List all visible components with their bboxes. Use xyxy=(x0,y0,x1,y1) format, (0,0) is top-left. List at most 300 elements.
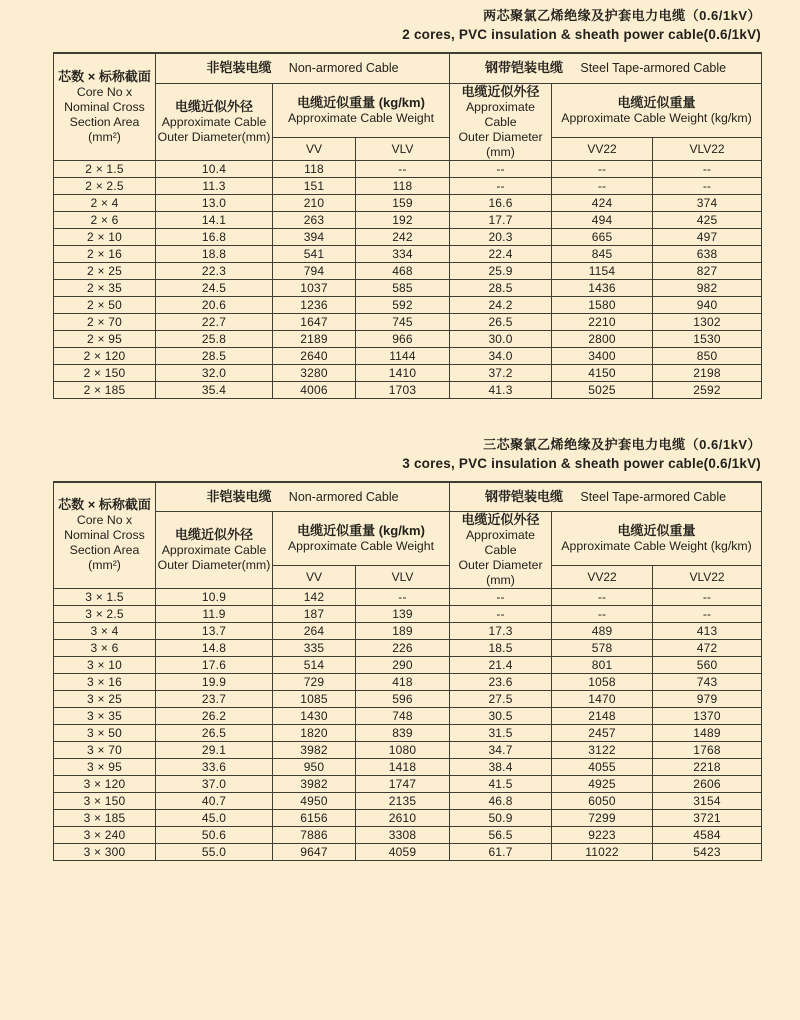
header-ar-diameter-en1: Approximate Cable xyxy=(465,528,536,557)
value-cell: 31.5 xyxy=(450,725,552,742)
table-body xyxy=(54,589,762,861)
table-row xyxy=(54,364,762,381)
value-cell: 982 xyxy=(653,279,762,296)
cable-section-2core xyxy=(0,0,800,399)
header-non-armored-en: Non-armored Cable xyxy=(288,61,399,76)
row-label-cell: 2 × 2.5 xyxy=(54,177,156,194)
header-na-diameter-en1: Approximate Cable xyxy=(161,543,267,557)
value-cell: 1489 xyxy=(653,725,762,742)
header-na-diameter-zh: 电缆近似外径 xyxy=(174,98,253,114)
value-cell: 2640 xyxy=(273,347,356,364)
value-cell: 950 xyxy=(273,759,356,776)
value-cell: -- xyxy=(653,606,762,623)
value-cell: -- xyxy=(450,177,552,194)
table-row xyxy=(54,606,762,623)
value-cell: 1747 xyxy=(356,776,450,793)
table-row xyxy=(54,793,762,810)
value-cell: 46.8 xyxy=(450,793,552,810)
value-cell: 9647 xyxy=(273,844,356,861)
value-cell: 34.7 xyxy=(450,742,552,759)
table-row xyxy=(54,708,762,725)
value-cell: 142 xyxy=(273,589,356,606)
header-core-area-en1: Core No x xyxy=(76,84,133,99)
header-na-diameter xyxy=(156,512,273,589)
row-label-cell: 2 × 1.5 xyxy=(54,160,156,177)
value-cell: 2606 xyxy=(653,776,762,793)
value-cell: 489 xyxy=(552,623,653,640)
row-label-cell: 2 × 185 xyxy=(54,381,156,398)
value-cell: 3154 xyxy=(653,793,762,810)
cable-spec-table-3core xyxy=(53,481,762,862)
header-na-weight-zh: 电缆近似重量 (kg/km) xyxy=(297,523,425,539)
value-cell: 242 xyxy=(356,228,450,245)
value-cell: 845 xyxy=(552,245,653,262)
row-label-cell: 2 × 150 xyxy=(54,364,156,381)
header-armored-zh: 钢带铠装电缆 xyxy=(485,60,564,76)
header-na-weight-en: Approximate Cable Weight xyxy=(287,539,435,554)
value-cell: 425 xyxy=(653,211,762,228)
row-label-cell: 2 × 4 xyxy=(54,194,156,211)
row-label-cell: 2 × 35 xyxy=(54,279,156,296)
value-cell: 665 xyxy=(552,228,653,245)
row-label-cell: 3 × 1.5 xyxy=(54,589,156,606)
value-cell: 28.5 xyxy=(450,279,552,296)
table-row xyxy=(54,347,762,364)
value-cell: 18.8 xyxy=(156,245,273,262)
row-label-cell: 3 × 70 xyxy=(54,742,156,759)
value-cell: 494 xyxy=(552,211,653,228)
value-cell: 27.5 xyxy=(450,691,552,708)
section-title-en: 2 cores, PVC insulation & sheath power cable(0.6/1kV) xyxy=(402,27,761,42)
header-core-area-zh: 芯数 × 标称截面 xyxy=(58,497,151,513)
value-cell: 334 xyxy=(356,245,450,262)
table-row xyxy=(54,194,762,211)
value-cell: 3308 xyxy=(356,827,450,844)
header-ar-weight-zh: 电缆近似重量 xyxy=(617,94,696,110)
table-row xyxy=(54,827,762,844)
row-label-cell: 3 × 185 xyxy=(54,810,156,827)
value-cell: 2198 xyxy=(653,364,762,381)
value-cell: 210 xyxy=(273,194,356,211)
value-cell: 18.5 xyxy=(450,640,552,657)
value-cell: 26.5 xyxy=(450,313,552,330)
value-cell: -- xyxy=(552,160,653,177)
header-na-diameter-zh: 电缆近似外径 xyxy=(174,527,253,542)
value-cell: 560 xyxy=(653,657,762,674)
table-row xyxy=(54,279,762,296)
value-cell: 151 xyxy=(273,177,356,194)
value-cell: 226 xyxy=(356,640,450,657)
value-cell: 25.9 xyxy=(450,262,552,279)
header-col-vv: VV xyxy=(273,566,356,589)
header-na-weight xyxy=(273,512,450,566)
row-label-cell: 3 × 16 xyxy=(54,674,156,691)
table-header xyxy=(54,482,762,589)
value-cell: 1302 xyxy=(653,313,762,330)
value-cell: 335 xyxy=(273,640,356,657)
value-cell: 801 xyxy=(552,657,653,674)
value-cell: 28.5 xyxy=(156,347,273,364)
table-row xyxy=(54,296,762,313)
value-cell: 37.2 xyxy=(450,364,552,381)
value-cell: 189 xyxy=(356,623,450,640)
header-na-diameter-en2: Outer Diameter(mm) xyxy=(157,129,271,144)
header-group-armored xyxy=(450,53,762,83)
header-na-diameter xyxy=(156,83,273,160)
value-cell: 2135 xyxy=(356,793,450,810)
value-cell: 596 xyxy=(356,691,450,708)
value-cell: 1058 xyxy=(552,674,653,691)
header-ar-diameter-en2: Outer Diameter xyxy=(458,558,543,572)
table-row xyxy=(54,776,762,793)
value-cell: 33.6 xyxy=(156,759,273,776)
value-cell: 37.0 xyxy=(156,776,273,793)
value-cell: 19.9 xyxy=(156,674,273,691)
value-cell: 50.6 xyxy=(156,827,273,844)
row-label-cell: 3 × 25 xyxy=(54,691,156,708)
table-row xyxy=(54,725,762,742)
value-cell: 264 xyxy=(273,623,356,640)
header-ar-diameter-zh: 电缆近似外径 xyxy=(461,83,540,99)
value-cell: 7886 xyxy=(273,827,356,844)
value-cell: 3982 xyxy=(273,776,356,793)
value-cell: 50.9 xyxy=(450,810,552,827)
value-cell: 4059 xyxy=(356,844,450,861)
value-cell: -- xyxy=(450,606,552,623)
value-cell: 413 xyxy=(653,623,762,640)
section-titles xyxy=(0,0,761,52)
value-cell: 745 xyxy=(356,313,450,330)
value-cell: 4584 xyxy=(653,827,762,844)
value-cell: 21.4 xyxy=(450,657,552,674)
header-non-armored-en: Non-armored Cable xyxy=(288,489,399,504)
value-cell: 497 xyxy=(653,228,762,245)
value-cell: -- xyxy=(450,589,552,606)
header-armored-en: Steel Tape-armored Cable xyxy=(580,489,727,504)
row-label-cell: 2 × 6 xyxy=(54,211,156,228)
header-core-area-en2: Nominal Cross xyxy=(64,99,145,114)
value-cell: 468 xyxy=(356,262,450,279)
value-cell: 187 xyxy=(273,606,356,623)
value-cell: 1768 xyxy=(653,742,762,759)
row-label-cell: 3 × 240 xyxy=(54,827,156,844)
header-ar-weight-zh: 电缆近似重量 xyxy=(617,523,696,539)
value-cell: 4006 xyxy=(273,381,356,398)
header-ar-weight xyxy=(552,512,762,566)
header-na-weight-en: Approximate Cable Weight xyxy=(287,110,435,125)
table-header xyxy=(54,53,762,160)
value-cell: 3122 xyxy=(552,742,653,759)
value-cell: 290 xyxy=(356,657,450,674)
value-cell: 56.5 xyxy=(450,827,552,844)
value-cell: 1647 xyxy=(273,313,356,330)
header-ar-diameter-en1: Approximate Cable xyxy=(465,99,536,129)
header-group-non-armored xyxy=(156,482,450,512)
value-cell: 1418 xyxy=(356,759,450,776)
header-ar-diameter-en3: (mm) xyxy=(486,144,515,159)
table-body xyxy=(54,160,762,398)
header-na-weight-zh: 电缆近似重量 (kg/km) xyxy=(297,94,425,110)
table-row xyxy=(54,211,762,228)
value-cell: 1085 xyxy=(273,691,356,708)
value-cell: 55.0 xyxy=(156,844,273,861)
row-label-cell: 2 × 10 xyxy=(54,228,156,245)
value-cell: -- xyxy=(552,589,653,606)
value-cell: 472 xyxy=(653,640,762,657)
value-cell: 17.6 xyxy=(156,657,273,674)
value-cell: 23.7 xyxy=(156,691,273,708)
value-cell: 1430 xyxy=(273,708,356,725)
header-col-vlv22: VLV22 xyxy=(653,137,762,160)
value-cell: 514 xyxy=(273,657,356,674)
header-core-area-en1: Core No x xyxy=(76,513,133,528)
row-label-cell: 3 × 150 xyxy=(54,793,156,810)
value-cell: 541 xyxy=(273,245,356,262)
value-cell: 3982 xyxy=(273,742,356,759)
value-cell: 394 xyxy=(273,228,356,245)
value-cell: 17.3 xyxy=(450,623,552,640)
row-label-cell: 3 × 6 xyxy=(54,640,156,657)
value-cell: 159 xyxy=(356,194,450,211)
row-label-cell: 2 × 25 xyxy=(54,262,156,279)
value-cell: 1580 xyxy=(552,296,653,313)
table-row xyxy=(54,657,762,674)
value-cell: 13.7 xyxy=(156,623,273,640)
value-cell: 14.1 xyxy=(156,211,273,228)
header-core-area-en3: Section Area xyxy=(69,543,140,558)
value-cell: 118 xyxy=(273,160,356,177)
value-cell: 25.8 xyxy=(156,330,273,347)
row-label-cell: 3 × 120 xyxy=(54,776,156,793)
value-cell: 2592 xyxy=(653,381,762,398)
value-cell: 17.7 xyxy=(450,211,552,228)
header-core-area-en3: Section Area xyxy=(69,114,140,129)
value-cell: 424 xyxy=(552,194,653,211)
value-cell: 23.6 xyxy=(450,674,552,691)
table-row xyxy=(54,381,762,398)
value-cell: 24.2 xyxy=(450,296,552,313)
header-ar-diameter-en3: (mm) xyxy=(486,573,515,587)
value-cell: 940 xyxy=(653,296,762,313)
table-row xyxy=(54,262,762,279)
header-ar-weight xyxy=(552,83,762,137)
header-col-vv: VV xyxy=(273,137,356,160)
section-title-zh: 两芯聚氯乙烯绝缘及护套电力电缆（0.6/1kV） xyxy=(483,8,761,23)
header-armored-en: Steel Tape-armored Cable xyxy=(580,61,727,76)
row-label-cell: 3 × 50 xyxy=(54,725,156,742)
value-cell: 1236 xyxy=(273,296,356,313)
value-cell: 1370 xyxy=(653,708,762,725)
header-col-vv22: VV22 xyxy=(552,137,653,160)
value-cell: 16.6 xyxy=(450,194,552,211)
header-core-area xyxy=(54,482,156,589)
header-non-armored-zh: 非铠装电缆 xyxy=(206,488,272,504)
value-cell: 118 xyxy=(356,177,450,194)
row-label-cell: 3 × 300 xyxy=(54,844,156,861)
value-cell: 2189 xyxy=(273,330,356,347)
value-cell: -- xyxy=(653,177,762,194)
header-core-area-zh: 芯数 × 标称截面 xyxy=(58,68,151,84)
value-cell: 22.7 xyxy=(156,313,273,330)
value-cell: 979 xyxy=(653,691,762,708)
table-row xyxy=(54,177,762,194)
header-ar-diameter-zh: 电缆近似外径 xyxy=(461,512,540,527)
header-col-vlv: VLV xyxy=(356,566,450,589)
value-cell: 41.5 xyxy=(450,776,552,793)
header-na-diameter-en1: Approximate Cable xyxy=(161,114,267,129)
value-cell: 9223 xyxy=(552,827,653,844)
value-cell: 26.5 xyxy=(156,725,273,742)
value-cell: 5423 xyxy=(653,844,762,861)
value-cell: 827 xyxy=(653,262,762,279)
value-cell: 6050 xyxy=(552,793,653,810)
value-cell: 29.1 xyxy=(156,742,273,759)
value-cell: 6156 xyxy=(273,810,356,827)
value-cell: 1037 xyxy=(273,279,356,296)
value-cell: 4055 xyxy=(552,759,653,776)
header-group-non-armored xyxy=(156,53,450,83)
value-cell: 748 xyxy=(356,708,450,725)
header-non-armored-zh: 非铠装电缆 xyxy=(206,60,272,76)
value-cell: 10.4 xyxy=(156,160,273,177)
value-cell: 11022 xyxy=(552,844,653,861)
header-core-area xyxy=(54,53,156,160)
row-label-cell: 3 × 10 xyxy=(54,657,156,674)
value-cell: 3721 xyxy=(653,810,762,827)
value-cell: 10.9 xyxy=(156,589,273,606)
value-cell: 374 xyxy=(653,194,762,211)
section-title-zh: 三芯聚氯乙烯绝缘及护套电力电缆（0.6/1kV） xyxy=(483,436,761,452)
table-row xyxy=(54,640,762,657)
value-cell: 743 xyxy=(653,674,762,691)
table-row xyxy=(54,313,762,330)
value-cell: 7299 xyxy=(552,810,653,827)
value-cell: 13.0 xyxy=(156,194,273,211)
value-cell: -- xyxy=(450,160,552,177)
value-cell: 38.4 xyxy=(450,759,552,776)
value-cell: 592 xyxy=(356,296,450,313)
header-armored-zh: 钢带铠装电缆 xyxy=(485,488,564,504)
table-row xyxy=(54,623,762,640)
table-row xyxy=(54,759,762,776)
value-cell: 2218 xyxy=(653,759,762,776)
value-cell: 20.6 xyxy=(156,296,273,313)
value-cell: 11.3 xyxy=(156,177,273,194)
value-cell: 11.9 xyxy=(156,606,273,623)
header-core-area-en2: Nominal Cross xyxy=(64,528,145,543)
row-label-cell: 3 × 95 xyxy=(54,759,156,776)
table-row xyxy=(54,742,762,759)
cable-section-3core xyxy=(0,429,800,862)
value-cell: 2800 xyxy=(552,330,653,347)
value-cell: -- xyxy=(552,177,653,194)
section-title-en: 3 cores, PVC insulation & sheath power cable(0.6/1kV) xyxy=(402,455,761,471)
value-cell: 20.3 xyxy=(450,228,552,245)
value-cell: 794 xyxy=(273,262,356,279)
value-cell: 1154 xyxy=(552,262,653,279)
table-row xyxy=(54,691,762,708)
header-ar-weight-en: Approximate Cable Weight (kg/km) xyxy=(561,110,752,125)
table-row xyxy=(54,674,762,691)
value-cell: 729 xyxy=(273,674,356,691)
value-cell: 1410 xyxy=(356,364,450,381)
value-cell: 41.3 xyxy=(450,381,552,398)
value-cell: 638 xyxy=(653,245,762,262)
header-core-area-unit: (mm²) xyxy=(88,558,121,573)
value-cell: 34.0 xyxy=(450,347,552,364)
value-cell: 1080 xyxy=(356,742,450,759)
value-cell: 4150 xyxy=(552,364,653,381)
header-group-armored xyxy=(450,482,762,512)
table-row xyxy=(54,160,762,177)
table-row xyxy=(54,245,762,262)
table-row xyxy=(54,844,762,861)
value-cell: 45.0 xyxy=(156,810,273,827)
value-cell: 1820 xyxy=(273,725,356,742)
value-cell: 35.4 xyxy=(156,381,273,398)
header-core-area-unit: (mm²) xyxy=(88,129,121,144)
value-cell: 1530 xyxy=(653,330,762,347)
row-label-cell: 2 × 70 xyxy=(54,313,156,330)
row-label-cell: 3 × 35 xyxy=(54,708,156,725)
value-cell: 192 xyxy=(356,211,450,228)
value-cell: 966 xyxy=(356,330,450,347)
value-cell: 16.8 xyxy=(156,228,273,245)
value-cell: -- xyxy=(356,160,450,177)
value-cell: 1703 xyxy=(356,381,450,398)
row-label-cell: 2 × 120 xyxy=(54,347,156,364)
value-cell: 3400 xyxy=(552,347,653,364)
value-cell: 4925 xyxy=(552,776,653,793)
value-cell: 4950 xyxy=(273,793,356,810)
value-cell: -- xyxy=(552,606,653,623)
value-cell: 61.7 xyxy=(450,844,552,861)
value-cell: 5025 xyxy=(552,381,653,398)
value-cell: -- xyxy=(653,589,762,606)
row-label-cell: 3 × 4 xyxy=(54,623,156,640)
section-titles xyxy=(0,429,761,481)
row-label-cell: 2 × 95 xyxy=(54,330,156,347)
value-cell: 24.5 xyxy=(156,279,273,296)
header-ar-diameter xyxy=(450,83,552,160)
value-cell: 30.0 xyxy=(450,330,552,347)
header-ar-diameter-en2: Outer Diameter xyxy=(458,129,543,144)
value-cell: 26.2 xyxy=(156,708,273,725)
row-label-cell: 2 × 16 xyxy=(54,245,156,262)
row-label-cell: 2 × 50 xyxy=(54,296,156,313)
value-cell: -- xyxy=(653,160,762,177)
value-cell: 585 xyxy=(356,279,450,296)
value-cell: 578 xyxy=(552,640,653,657)
value-cell: 1436 xyxy=(552,279,653,296)
value-cell: 40.7 xyxy=(156,793,273,810)
header-col-vlv: VLV xyxy=(356,137,450,160)
value-cell: 1470 xyxy=(552,691,653,708)
value-cell: 839 xyxy=(356,725,450,742)
header-col-vv22: VV22 xyxy=(552,566,653,589)
header-na-weight xyxy=(273,83,450,137)
table-row xyxy=(54,589,762,606)
table-row xyxy=(54,810,762,827)
value-cell: 32.0 xyxy=(156,364,273,381)
value-cell: 850 xyxy=(653,347,762,364)
value-cell: 14.8 xyxy=(156,640,273,657)
value-cell: 3280 xyxy=(273,364,356,381)
cable-spec-table-2core xyxy=(53,52,762,399)
value-cell: 2457 xyxy=(552,725,653,742)
value-cell: 2610 xyxy=(356,810,450,827)
table-row xyxy=(54,228,762,245)
